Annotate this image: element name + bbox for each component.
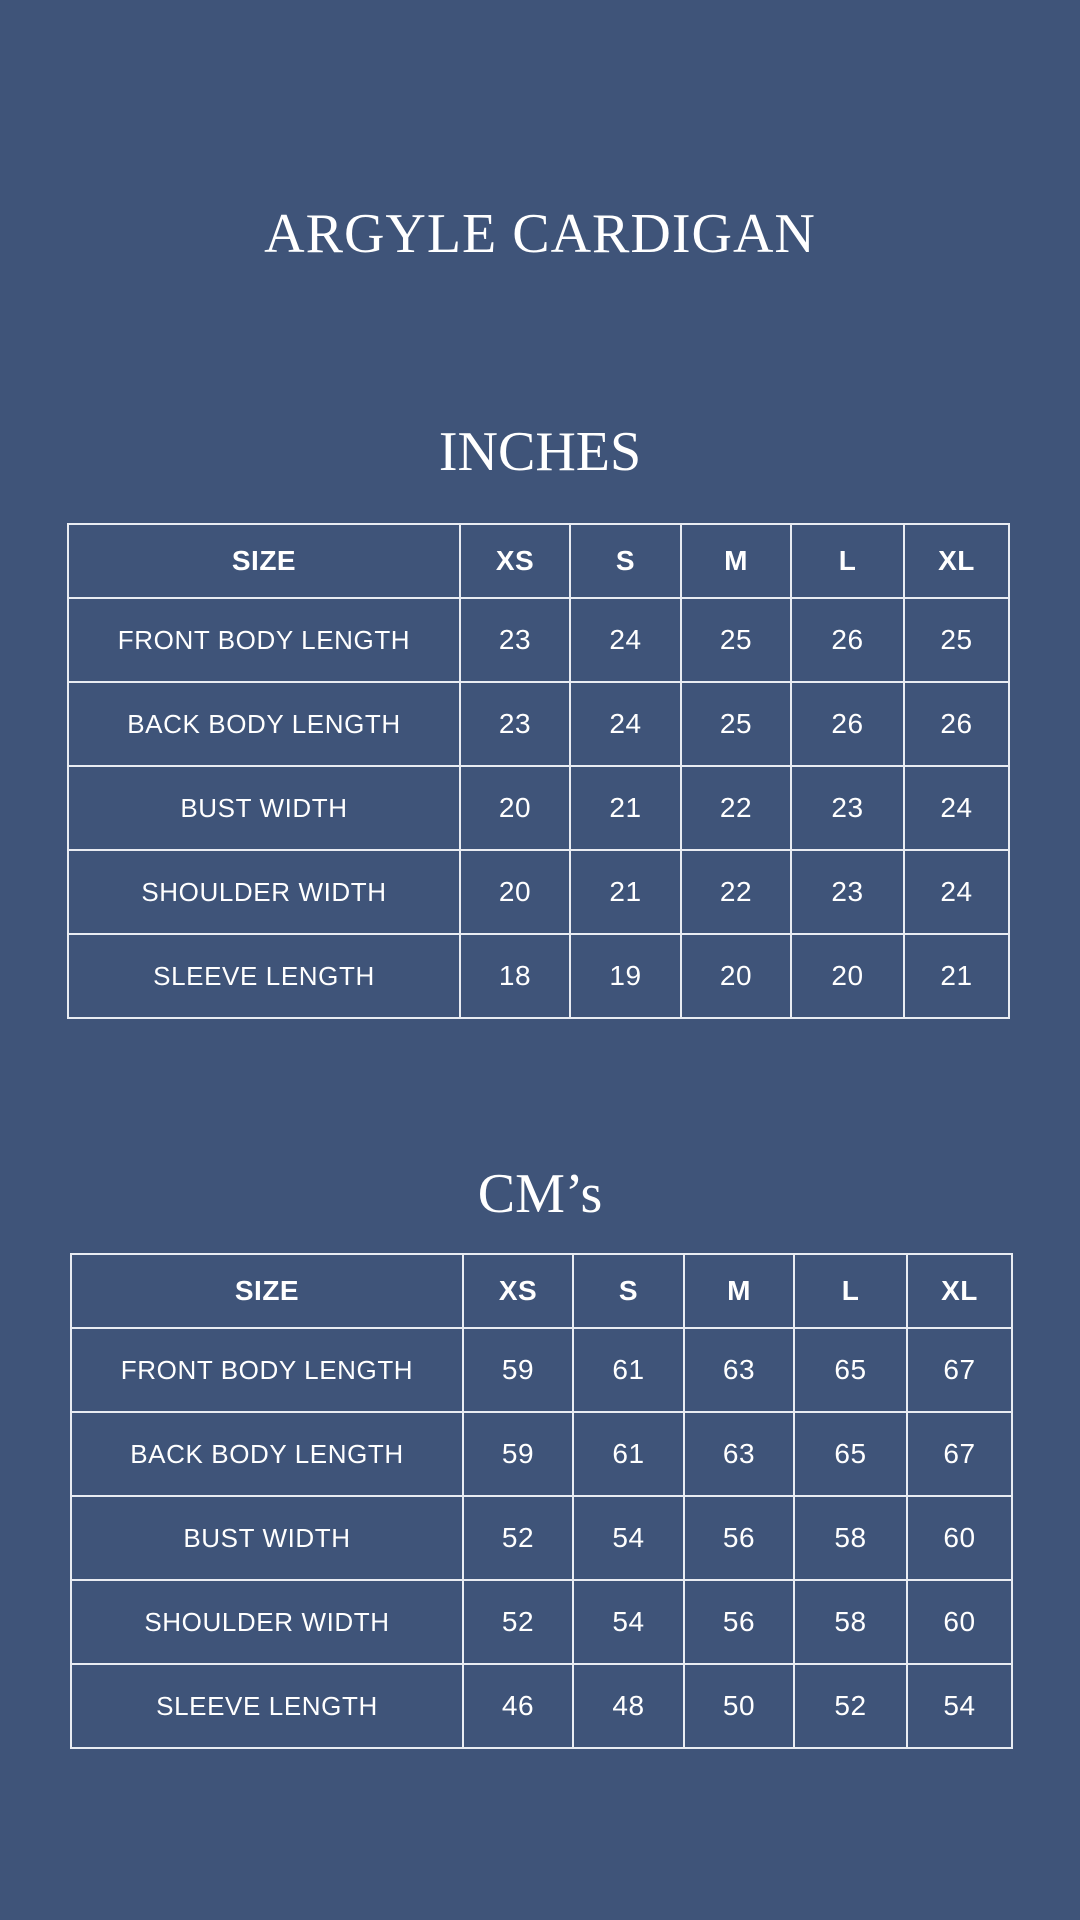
cell-value: 21 bbox=[570, 850, 681, 934]
cell-value: 24 bbox=[570, 682, 681, 766]
cell-value: 26 bbox=[791, 682, 904, 766]
column-header-m: M bbox=[681, 524, 791, 598]
column-header-l: L bbox=[791, 524, 904, 598]
cell-value: 20 bbox=[460, 766, 570, 850]
cell-value: 56 bbox=[684, 1496, 794, 1580]
cell-value: 63 bbox=[684, 1412, 794, 1496]
cell-value: 54 bbox=[907, 1664, 1012, 1748]
cell-value: 50 bbox=[684, 1664, 794, 1748]
cell-value: 20 bbox=[460, 850, 570, 934]
page-title: ARGYLE CARDIGAN bbox=[264, 203, 816, 265]
cell-value: 52 bbox=[463, 1580, 573, 1664]
cell-value: 22 bbox=[681, 766, 791, 850]
cm-section-title: CM’s bbox=[477, 1163, 603, 1225]
cell-value: 23 bbox=[791, 850, 904, 934]
table-row bbox=[68, 682, 1009, 766]
cell-value: 23 bbox=[460, 598, 570, 682]
cell-value: 24 bbox=[904, 850, 1009, 934]
column-header-xl: XL bbox=[907, 1254, 1012, 1328]
column-header-size: SIZE bbox=[71, 1254, 463, 1328]
row-label: BUST WIDTH bbox=[71, 1496, 463, 1580]
cell-value: 61 bbox=[573, 1412, 684, 1496]
cell-value: 21 bbox=[904, 934, 1009, 1018]
column-header-xs: XS bbox=[460, 524, 570, 598]
row-label: SHOULDER WIDTH bbox=[68, 850, 460, 934]
cell-value: 56 bbox=[684, 1580, 794, 1664]
row-label: SLEEVE LENGTH bbox=[68, 934, 460, 1018]
row-label: BACK BODY LENGTH bbox=[68, 682, 460, 766]
column-header-m: M bbox=[684, 1254, 794, 1328]
cell-value: 46 bbox=[463, 1664, 573, 1748]
cell-value: 59 bbox=[463, 1412, 573, 1496]
row-label: FRONT BODY LENGTH bbox=[68, 598, 460, 682]
cell-value: 48 bbox=[573, 1664, 684, 1748]
column-header-s: S bbox=[570, 524, 681, 598]
cell-value: 61 bbox=[573, 1328, 684, 1412]
cell-value: 52 bbox=[463, 1496, 573, 1580]
cell-value: 59 bbox=[463, 1328, 573, 1412]
cell-value: 58 bbox=[794, 1496, 907, 1580]
cell-value: 24 bbox=[904, 766, 1009, 850]
cm-size-table bbox=[70, 1253, 1013, 1749]
cell-value: 20 bbox=[681, 934, 791, 1018]
cell-value: 65 bbox=[794, 1328, 907, 1412]
row-label: FRONT BODY LENGTH bbox=[71, 1328, 463, 1412]
table-row bbox=[68, 766, 1009, 850]
table-row bbox=[71, 1412, 1012, 1496]
cell-value: 67 bbox=[907, 1412, 1012, 1496]
table-row bbox=[71, 1328, 1012, 1412]
cell-value: 54 bbox=[573, 1496, 684, 1580]
cell-value: 54 bbox=[573, 1580, 684, 1664]
cell-value: 23 bbox=[460, 682, 570, 766]
column-header-s: S bbox=[573, 1254, 684, 1328]
table-row bbox=[71, 1496, 1012, 1580]
table-row bbox=[68, 598, 1009, 682]
column-header-l: L bbox=[794, 1254, 907, 1328]
table-row bbox=[68, 850, 1009, 934]
cell-value: 26 bbox=[791, 598, 904, 682]
row-label: BACK BODY LENGTH bbox=[71, 1412, 463, 1496]
cell-value: 25 bbox=[681, 682, 791, 766]
cell-value: 23 bbox=[791, 766, 904, 850]
column-header-size: SIZE bbox=[68, 524, 460, 598]
cell-value: 26 bbox=[904, 682, 1009, 766]
cell-value: 67 bbox=[907, 1328, 1012, 1412]
cell-value: 65 bbox=[794, 1412, 907, 1496]
cell-value: 58 bbox=[794, 1580, 907, 1664]
table-header-row bbox=[68, 524, 1009, 598]
row-label: SHOULDER WIDTH bbox=[71, 1580, 463, 1664]
column-header-xs: XS bbox=[463, 1254, 573, 1328]
inches-size-table bbox=[67, 523, 1010, 1019]
cell-value: 60 bbox=[907, 1496, 1012, 1580]
cell-value: 25 bbox=[904, 598, 1009, 682]
cell-value: 24 bbox=[570, 598, 681, 682]
cell-value: 22 bbox=[681, 850, 791, 934]
column-header-xl: XL bbox=[904, 524, 1009, 598]
row-label: SLEEVE LENGTH bbox=[71, 1664, 463, 1748]
cell-value: 60 bbox=[907, 1580, 1012, 1664]
cell-value: 18 bbox=[460, 934, 570, 1018]
cell-value: 52 bbox=[794, 1664, 907, 1748]
cell-value: 25 bbox=[681, 598, 791, 682]
inches-section-title: INCHES bbox=[438, 421, 642, 483]
cell-value: 19 bbox=[570, 934, 681, 1018]
table-row bbox=[71, 1580, 1012, 1664]
table-row bbox=[68, 934, 1009, 1018]
row-label: BUST WIDTH bbox=[68, 766, 460, 850]
cell-value: 21 bbox=[570, 766, 681, 850]
cell-value: 20 bbox=[791, 934, 904, 1018]
table-header-row bbox=[71, 1254, 1012, 1328]
cell-value: 63 bbox=[684, 1328, 794, 1412]
table-row bbox=[71, 1664, 1012, 1748]
